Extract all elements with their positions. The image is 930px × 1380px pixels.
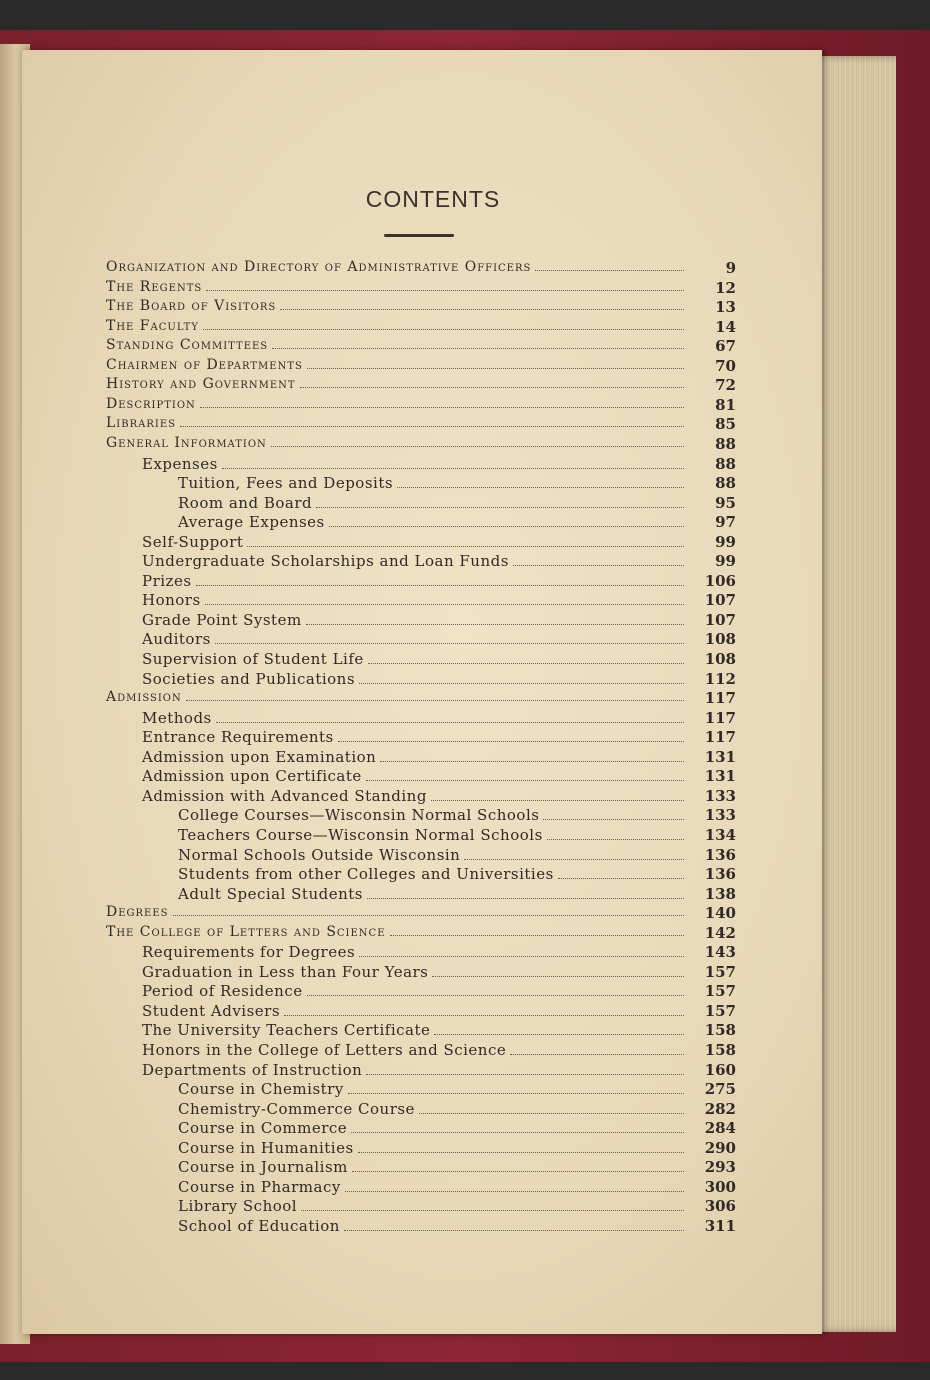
dot-leader [280,299,684,310]
toc-entry-label: Course in Journalism [178,1158,348,1177]
toc-entry-page: 107 [704,591,736,610]
toc-entry [178,1177,736,1198]
toc-entry-page: 88 [715,434,736,453]
dot-leader [368,653,684,664]
dot-leader [203,319,684,330]
dot-leader [300,377,684,388]
toc-entry-page: 138 [704,884,736,903]
dot-leader [431,790,684,801]
toc-entry [178,1197,736,1217]
toc-entry-page: 88 [715,454,736,473]
toc-entry [106,278,736,299]
toc-entry [178,474,736,494]
toc-entry [106,904,736,924]
toc-entry [142,943,736,963]
toc-entry-page: 293 [704,1158,736,1177]
toc-entry-label: Admission with Advanced Standing [142,786,427,805]
toc-entry-label: The University Teachers Certificate [142,1021,431,1040]
toc-entry-label: Room and Board [178,493,313,512]
dot-leader [186,690,684,701]
toc-entry-page: 131 [704,767,736,786]
toc-entry-label: Undergraduate Scholarships and Loan Funds [142,552,509,571]
toc-entry [106,415,736,435]
toc-entry-label: The Regents [106,278,203,295]
toc-entry [178,1158,736,1178]
dot-leader [247,536,684,547]
toc-entry-page: 143 [704,943,736,962]
toc-entry-label: Course in Commerce [178,1119,348,1138]
dot-leader [329,516,684,527]
page-stack-right-edge [812,56,896,1332]
dot-leader [196,575,684,586]
toc-entry-page: 131 [704,747,736,766]
toc-entry-page: 157 [704,982,736,1001]
toc-entry-label: Course in Pharmacy [178,1177,341,1196]
toc-entry-page: 290 [704,1138,736,1157]
toc-entry-label: The Faculty [106,317,199,334]
toc-entry [142,454,736,475]
dot-leader [351,1122,684,1133]
toc-entry [142,982,736,1002]
dot-leader [173,905,685,916]
dot-leader [380,751,684,762]
dot-leader [432,966,684,977]
dot-leader [390,925,684,936]
toc-entry-page: 117 [704,689,736,708]
dot-leader [344,1220,684,1231]
toc-entry-label: College Courses—Wisconsin Normal Schools [178,806,540,825]
toc-entry-label: The College of Letters and Science [106,923,386,940]
toc-entry [142,1021,736,1041]
toc-entry [178,1080,736,1100]
toc-entry-label: History and Government [106,376,296,393]
toc-entry [178,1138,736,1159]
toc-entry-page: 14 [715,317,736,336]
toc-entry-label: Degrees [106,904,169,921]
dot-leader [513,555,684,566]
toc-entry-label: Societies and Publications [142,669,356,688]
dot-leader [434,1024,684,1035]
toc-entry-label: Teachers Course—Wisconsin Normal Schools [178,825,543,844]
toc-entry-page: 133 [704,786,736,805]
toc-entry [178,825,736,846]
toc-entry-label: Library School [178,1197,298,1216]
toc-entry [142,552,736,572]
toc-entry [106,317,736,338]
toc-entry [178,806,736,826]
dot-leader [419,1103,684,1114]
toc-entry [106,376,736,396]
toc-entry-label: Admission upon Examination [142,747,377,766]
toc-entry-label: Auditors [142,630,211,649]
toc-entry-page: 134 [704,825,736,844]
dot-leader [535,260,684,271]
dot-leader [316,497,684,508]
toc-entry [142,650,736,670]
toc-entry [106,259,736,279]
toc-entry-label: Libraries [106,415,176,432]
toc-entry [142,1060,736,1081]
toc-entry [178,513,736,533]
toc-entry-page: 95 [715,493,736,512]
toc-entry-page: 81 [715,395,736,414]
toc-entry [142,708,736,729]
toc-entry-page: 117 [704,728,736,747]
dot-leader [216,712,684,723]
toc-entry-page: 140 [704,904,736,923]
toc-entry [178,1216,736,1237]
toc-entry-label: Adult Special Students [178,884,363,903]
toc-entry-label: The Board of Visitors [106,298,277,315]
toc-entry [106,689,736,709]
toc-entry-page: 99 [715,532,736,551]
toc-entry-label: Graduation in Less than Four Years [142,962,429,981]
toc-entry [142,1041,736,1061]
toc-entry-label: Standing Committees [106,337,269,354]
toc-entry [142,728,736,748]
toc-entry-label: Course in Humanities [178,1138,354,1157]
toc-entry-label: Honors [142,591,201,610]
toc-entry-label: Prizes [142,571,192,590]
toc-entry-page: 70 [715,356,736,375]
toc-entry-label: Description [106,395,196,412]
dot-leader [510,1044,684,1055]
toc-entry [106,298,736,318]
toc-entry-page: 9 [725,259,736,277]
toc-entry [142,610,736,631]
toc-entry-page: 133 [704,806,736,825]
toc-entry-page: 284 [704,1119,736,1138]
toc-entry-label: School of Education [178,1216,340,1235]
toc-entry-page: 108 [704,650,736,668]
toc-entry-page: 108 [704,630,736,649]
toc-entry-page: 300 [704,1177,736,1196]
toc-entry [178,493,736,514]
toc-entry [178,845,736,866]
dot-leader [284,1005,684,1016]
toc-entry-label: Methods [142,708,212,727]
dot-leader [200,397,684,408]
toc-entry-page: 157 [704,1001,736,1020]
dot-leader [271,436,684,447]
toc-entry-page: 13 [715,298,736,317]
toc-entry [142,962,736,983]
toc-entry-page: 85 [715,415,736,434]
toc-entry-page: 142 [704,923,736,942]
dot-leader [366,1064,684,1075]
dot-leader [306,614,684,625]
toc-entry [106,395,736,416]
toc-entry-page: 72 [715,376,736,395]
toc-entry-page: 67 [715,337,736,356]
toc-entry [106,923,736,944]
toc-entry-label: Chemistry-Commerce Course [178,1099,415,1118]
toc-entry-label: General Information [106,434,267,451]
dot-leader [358,1142,684,1153]
toc-entry [142,767,736,787]
toc-entry-label: Departments of Instruction [142,1060,363,1079]
page-title: CONTENTS [365,186,501,212]
dot-leader [547,829,684,840]
toc-entry-page: 158 [704,1041,736,1059]
toc-entry-page: 157 [704,962,736,981]
toc-entry-page: 12 [715,278,736,297]
dot-leader [558,868,684,879]
toc-entry [142,630,736,650]
dot-leader [359,946,684,957]
toc-entry-page: 117 [704,708,736,727]
toc-entry-page: 136 [704,845,736,864]
toc-entry [142,591,736,611]
dot-leader [307,358,684,369]
toc-entry-label: Tuition, Fees and Deposits [178,474,394,493]
toc-entry-label: Admission [106,689,182,706]
toc-entry-label: Admission upon Certificate [142,767,362,786]
dot-leader [222,458,684,469]
toc-entry-page: 160 [704,1060,736,1079]
toc-entry-page: 88 [715,474,736,493]
toc-entry-label: Course in Chemistry [178,1080,344,1099]
toc-entry-page: 311 [704,1216,736,1235]
toc-entry [142,747,736,768]
toc-entry-label: Students from other Colleges and Universities [178,865,554,884]
toc-entry-page: 136 [704,865,736,884]
toc-entry [142,1001,736,1022]
toc-entry [142,571,736,592]
toc-entry [178,865,736,885]
toc-entry-page: 97 [715,513,736,532]
toc-entry-label: Entrance Requirements [142,728,334,747]
toc-entry-label: Requirements for Degrees [142,943,356,962]
toc-entry-label: Student Advisers [142,1001,281,1020]
toc-entry-label: Honors in the College of Letters and Science [142,1041,507,1059]
dot-leader [366,770,684,781]
toc-entry-label: Self-Support [142,532,244,551]
toc-entry-page: 158 [704,1021,736,1040]
toc-entry [142,532,736,553]
dot-leader [338,731,684,742]
dot-leader [301,1200,684,1211]
toc-entry-label: Expenses [142,454,218,473]
dot-leader [215,633,684,644]
toc-entry-page: 275 [704,1080,736,1099]
title-rule [384,234,454,237]
dot-leader [307,985,684,996]
toc-entry-page: 106 [704,571,736,590]
dot-leader [359,673,684,684]
toc-entry-label: Grade Point System [142,610,302,629]
toc-entry-page: 107 [704,610,736,629]
dot-leader [345,1181,684,1192]
toc-entry-label: Average Expenses [178,513,325,532]
dot-leader [206,280,684,291]
dot-leader [348,1083,684,1094]
dot-leader [367,888,684,899]
dot-leader [180,416,684,427]
toc-entry [178,1119,736,1139]
toc-entry-page: 282 [704,1099,736,1118]
toc-entry [142,669,736,690]
toc-entry-label: Supervision of Student Life [142,650,364,668]
toc-entry [178,884,736,905]
toc-entry-page: 306 [704,1197,736,1216]
dot-leader [272,338,684,349]
toc-entry [106,356,736,377]
toc-entry-label: Normal Schools Outside Wisconsin [178,845,461,864]
toc-entry-label: Organization and Directory of Administrative Officers [106,259,532,275]
dot-leader [352,1161,684,1172]
toc-entry [178,1099,736,1120]
dot-leader [205,594,684,605]
toc-entry-label: Period of Residence [142,982,303,1001]
dot-leader [543,809,684,820]
toc-entry [106,337,736,357]
dot-leader [464,849,684,860]
toc-entry [106,434,736,455]
toc-entry-page: 99 [715,552,736,571]
toc-entry [142,786,736,807]
dot-leader [397,477,684,488]
toc-entry-page: 112 [704,669,736,688]
toc-entry-label: Chairmen of Departments [106,356,303,373]
